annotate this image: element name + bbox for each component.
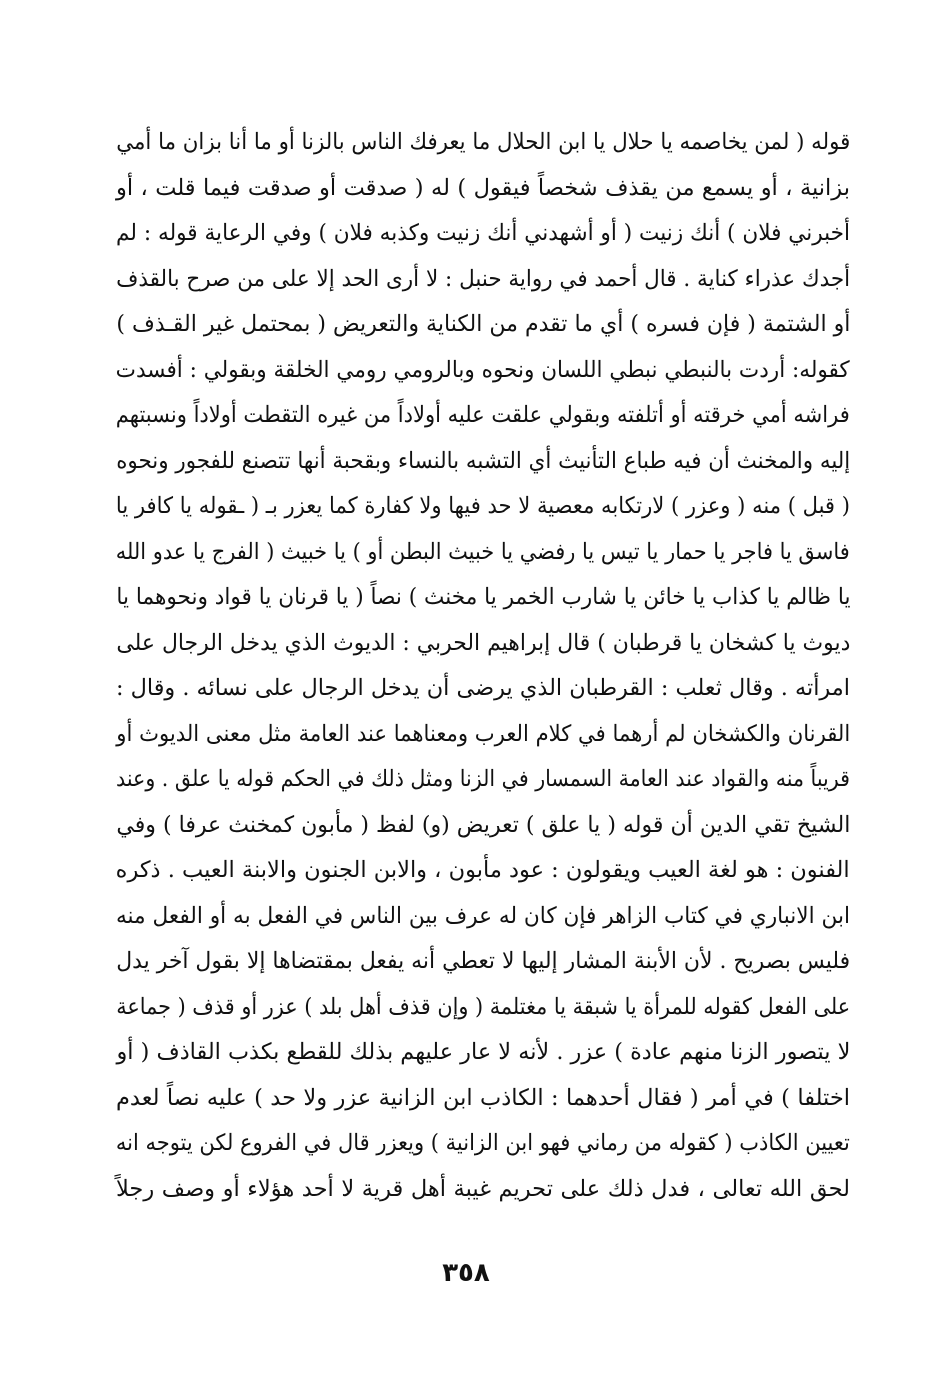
- text-line: تعيين الكاذب ( كقوله من رماني فهو ابن الزانية ) ويعزر قال في الفروع لكن يتوجه انه: [116, 1130, 850, 1156]
- text-line: يا ظالم يا كذاب يا خائن يا شارب الخمر يا مخنث ) نصاً ( يا قرنان يا قواد ونحوهما يا: [115, 584, 850, 610]
- text-line: ابن الانباري في كتاب الزاهر فإن كان له عرف بين الناس في الفعل به أو الفعل منه: [115, 902, 850, 929]
- body-text: [116, 120, 850, 1212]
- text-line: كقوله: أردت بالنبطي نبطي اللسان ونحوه وبالرومي رومي الخلقة وبقولي : أفسدت: [115, 356, 850, 383]
- text-line: القرنان والكشخان لم أرهما في كلام العرب ومعناهما عند العامة مثل معنى الديوث أو: [116, 720, 850, 747]
- text-line: لحق الله تعالى ، فدل ذلك على تحريم غيبة أهل قرية لا أحد هؤلاء أو وصف رجلاً: [116, 1175, 850, 1202]
- text-line: الفنون : هو لغة العيب ويقولون : عود مأبون ، والابن الجنون والابنة العيب . ذكره: [116, 857, 850, 883]
- text-line: على الفعل كقوله للمرأة يا شبقة يا مغتلمة ( وإن قذف أهل بلد ) عزر أو قذف ( جماعة: [115, 993, 850, 1020]
- text-line: أخبرني فلان ) أنك زنيت ( أو أشهدني أنك زنيت وكذبه فلان ) وفي الرعاية قوله : لم: [116, 220, 850, 246]
- text-line: بزانية ، أو يسمع من يقذف شخصاً فيقول ) له ( صدقت أو صدقت فيما قلت ، أو: [116, 174, 850, 201]
- page-number: ٣٥٨: [442, 1258, 490, 1288]
- text-line: أو الشتمة ( فإن فسره ) أي ما تقدم من الكناية والتعريض ( بمحتمل غير القـذف ): [115, 311, 850, 337]
- text-line: الشيخ تقي الدين أن قوله ( يا علق ) تعريض (و) لفظ ( مأبون كمخنث عرفا ) وفي: [115, 811, 850, 838]
- text-line: ديوث يا كشخان يا قرطبان ) قال إبراهيم الحربي : الديوث الذي يدخل الرجال على: [115, 629, 850, 656]
- text-line: امرأته . وقال ثعلب : القرطبان الذي يرضى أن يدخل الرجال على نسائه . وقال :: [116, 675, 850, 701]
- text-line: إليه والمخنث أن فيه طباع التأنيث أي التشبه بالنساء وبقحبة أنها تتصنع للفجور ونحوه: [115, 447, 850, 474]
- text-line: فراشه أمي خرقته أو أتلفته وبقولي علقت عليه أولاداً من غيره التقطت أولاداً ونسبتهم: [116, 402, 850, 428]
- text-line: ( قبل ) منه ( وعزر ) لارتكابه معصية لا حد فيها ولا كفارة كما يعزر بـ ( ـقوله يا كافر يا: [116, 493, 850, 519]
- text-line: قوله ( لمن يخاصمه يا حلال يا ابن الحلال ما يعرفك الناس بالزنا أو ما أنا بزان ما أمي: [115, 129, 850, 155]
- text-line: اختلفا ) في أمر ( فقال أحدهما : الكاذب ابن الزانية عزر ولا حد ) عليه نصاً لعدم: [116, 1084, 850, 1111]
- text-line: لا يتصور الزنا منهم عادة ) عزر . لأنه لا عار عليهم بذلك للقطع بكذب القاذف ( أو: [116, 1039, 850, 1065]
- text-line: أجدك عذراء كناية . قال أحمد في رواية حنبل : لا أرى الحد إلا على من صرح بالقذف: [115, 265, 850, 292]
- text-line: فاسق يا فاجر يا حمار يا تيس يا رفضي يا خبيث البطن أو ) يا خبيث ( الفرج يا عدو الله: [115, 538, 850, 565]
- text-line: قريباً منه والقواد عند العامة السمسار في الزنا ومثل ذلك في الحكم قوله يا علق . وعند: [116, 766, 850, 792]
- text-line: فليس بصريح . لأن الأبنة المشار إليها لا تعطي أنه يفعل بمقتضاها إلا بقول آخر يدل: [116, 948, 850, 974]
